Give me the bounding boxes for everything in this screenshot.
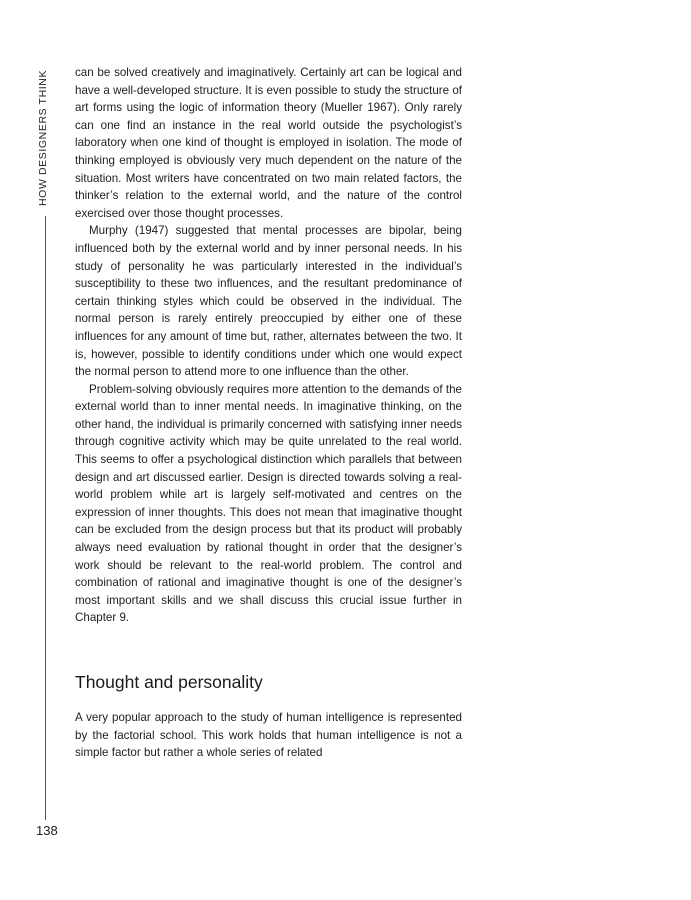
body-text (75, 64, 462, 762)
side-rule (45, 216, 46, 820)
paragraph-1: can be solved creatively and imaginatively. Certainly art can be logical and have a well-developed structure. It is even possible to study the structure of art forms using the logic of information theory (Mueller 1967). Only rarely can one find an instance in the real world outside the psychologist’s laboratory when one kind of thought is employed in isolation. The mode of thinking employed is obviously very much dependent on the nature of the situation. Most writers have concentrated on two main related factors, the thinker’s relation to the external world, and the nature of the control exercised over those thought processes. (75, 66, 462, 220)
running-head (37, 66, 53, 206)
paragraph-3: Problem-solving obviously requires more attention to the demands of the external world than to inner mental needs. In imaginative thinking, on the other hand, the individual is primarily concerned with satisfying inner needs through cognitive activity which may be quite unrelated to the real world. This seems to offer a psychological distinction which parallels that between design and art discussed earlier. Design is directed towards solving a real-world problem while art is largely self-motivated and centres on the expression of inner thoughts. This does not mean that imaginative thought can be excluded from the design process but that its product will probably always need evaluation by rational thought in order that the designer’s work should be relevant to the real-world problem. The control and combination of rational and imaginative thought is one of the designer’s most important skills and we shall discuss this crucial issue further in Chapter 9. (75, 382, 462, 625)
running-head-text: HOW DESIGNERS THINK (37, 69, 49, 206)
section-paragraph: A very popular approach to the study of human intelligence is represented by the factorial school. This work holds that human intelligence is not a simple factor but rather a whole series of related (75, 711, 462, 760)
paragraph-2: Murphy (1947) suggested that mental processes are bipolar, being influenced both by the external world and by inner personal needs. In his study of personality he was particularly interested in the individual’s susceptibility to these two influences, and the resultant predominance of certain thinking styles which could be observed in the individual. The normal person is rarely entirely preoccupied by either one of these influences for any amount of time but, rather, alternates between the two. It is, however, possible to identify conditions under which one would expect the normal person to attend more to one influence than the other. (75, 224, 462, 379)
section-heading: Thought and personality (75, 672, 263, 692)
page-number: 138 (36, 823, 58, 838)
